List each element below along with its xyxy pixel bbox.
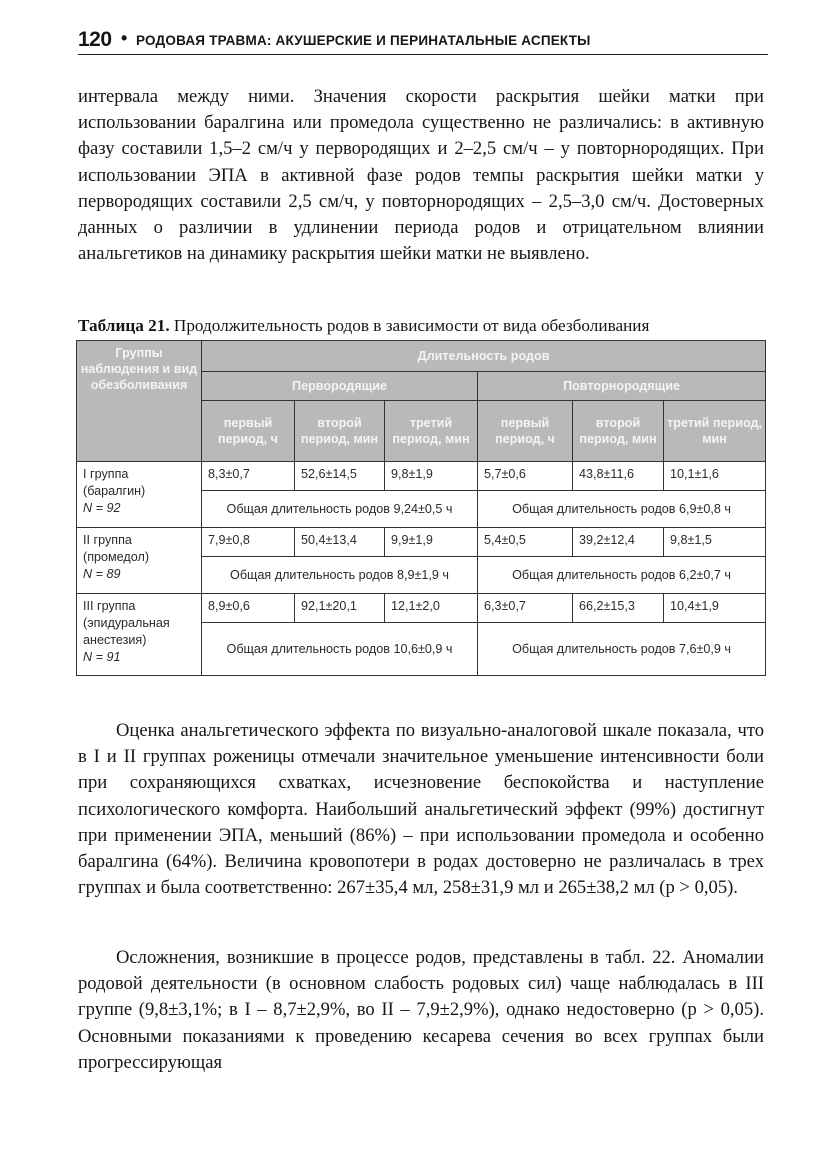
value-cell: 9,8±1,9 [385,462,478,491]
page-number: 120 [78,28,112,51]
group-cell [77,462,202,528]
value-cell: 7,9±0,8 [202,528,295,557]
total-duration-multiparous: Общая длительность родов 6,9±0,8 ч [478,491,766,528]
value-cell: 39,2±12,4 [573,528,664,557]
value-cell: 92,1±20,1 [295,594,385,623]
value-cell: 12,1±2,0 [385,594,478,623]
value-cell: 5,7±0,6 [478,462,573,491]
value-cell: 8,3±0,7 [202,462,295,491]
paragraph-complications: Осложнения, возникшие в процессе родов, представлены в табл. 22. Аномалии родовой деятельности (в основном слабость родовых сил) чаще наблюдалась в III группе (9,8±3,1%; в I – 8,7±2,9%, во II – 7,9±2,9%), однако недостоверно (p > 0,05). Основными показаниями к проведению кесарева сечения во всех группах были прогрессирующая [78,947,764,1073]
value-cell: 8,9±0,6 [202,594,295,623]
value-cell: 5,4±0,5 [478,528,573,557]
table-row [77,462,766,491]
header-period: второй период, мин [573,401,664,462]
total-duration-primiparous: Общая длительность родов 10,6±0,9 ч [202,623,478,676]
value-cell: 6,3±0,7 [478,594,573,623]
running-header [78,28,768,55]
table-row [77,594,766,623]
total-duration-multiparous: Общая длительность родов 7,6±0,9 ч [478,623,766,676]
running-title: РОДОВАЯ ТРАВМА: АКУШЕРСКИЕ И ПЕРИНАТАЛЬНЫЕ АСПЕКТЫ [136,33,591,48]
header-period: третий период, мин [664,401,766,462]
header-group-column: Группы наблюдения и вид обезболивания [77,341,202,462]
group-anesthesia-cont: анестезия) [83,633,147,647]
value-cell: 66,2±15,3 [573,594,664,623]
group-n: N = 92 [83,501,121,515]
value-cell: 10,1±1,6 [664,462,766,491]
header-period: первый период, ч [478,401,573,462]
group-n: N = 89 [83,567,121,581]
group-anesthesia: (эпидуральная [83,616,170,630]
value-cell: 52,6±14,5 [295,462,385,491]
table-21 [76,340,765,676]
header-period: второй период, мин [295,401,385,462]
total-duration-primiparous: Общая длительность родов 9,24±0,5 ч [202,491,478,528]
header-primiparous: Первородящие [202,372,478,401]
group-anesthesia: (промедол) [83,550,150,564]
paragraph-analgesic-effect: Оценка анальгетического эффекта по визуально-аналоговой шкале показала, что в I и II группах роженицы отмечали значительное уменьшение интенсивности боли при сохраняющихся схватках, исчезновение беспокойства и наступление психологического комфорта. Наибольший анальгетический эффект (99%) достигнут при применении ЭПА, меньший (86%) – при использовании промедола и особенно баралгина (64%). Величина кровопотери в родах достоверно не различалась в трех группах и была соответственно: 267±35,4 мл, 258±31,9 мл и 265±38,2 мл (p > 0,05). [78,720,764,899]
total-duration-primiparous: Общая длительность родов 8,9±1,9 ч [202,557,478,594]
table-caption-text: Продолжительность родов в зависимости от вида обезболивания [173,316,650,335]
header-bullet: • [121,28,128,48]
header-period: третий период, мин [385,401,478,462]
total-duration-multiparous: Общая длительность родов 6,2±0,7 ч [478,557,766,594]
header-period: первый период, ч [202,401,295,462]
header-multiparous: Повторнородящие [478,372,766,401]
value-cell: 43,8±11,6 [573,462,664,491]
value-cell: 9,8±1,5 [664,528,766,557]
group-cell [77,594,202,676]
group-anesthesia: (баралгин) [83,484,146,498]
group-name: II группа [83,533,132,547]
group-name: III группа [83,599,136,613]
paragraph-intro: интервала между ними. Значения скорости раскрытия шейки матки при использовании баралгина или промедола существенно не различались: в активную фазу составили 1,5–2 см/ч у первородящих и 2–2,5 см/ч – у повторнородящих. При использовании ЭПА в активной фазе родов темпы раскрытия шейки матки у первородящих составили 2,5 см/ч, у повторнородящих – 2,5–3,0 см/ч. Достоверных данных о различии в удлинении периода родов и отрицательном влиянии анальгетиков на динамику раскрытия шейки матки не выявлено. [78,86,764,265]
table-caption [78,315,768,337]
group-n: N = 91 [83,650,121,664]
value-cell: 50,4±13,4 [295,528,385,557]
value-cell: 9,9±1,9 [385,528,478,557]
group-cell [77,528,202,594]
group-name: I группа [83,467,129,481]
table-row [77,528,766,557]
value-cell: 10,4±1,9 [664,594,766,623]
table-caption-label: Таблица 21. [78,316,170,335]
header-duration: Длительность родов [202,341,766,372]
duration-table [76,340,766,676]
